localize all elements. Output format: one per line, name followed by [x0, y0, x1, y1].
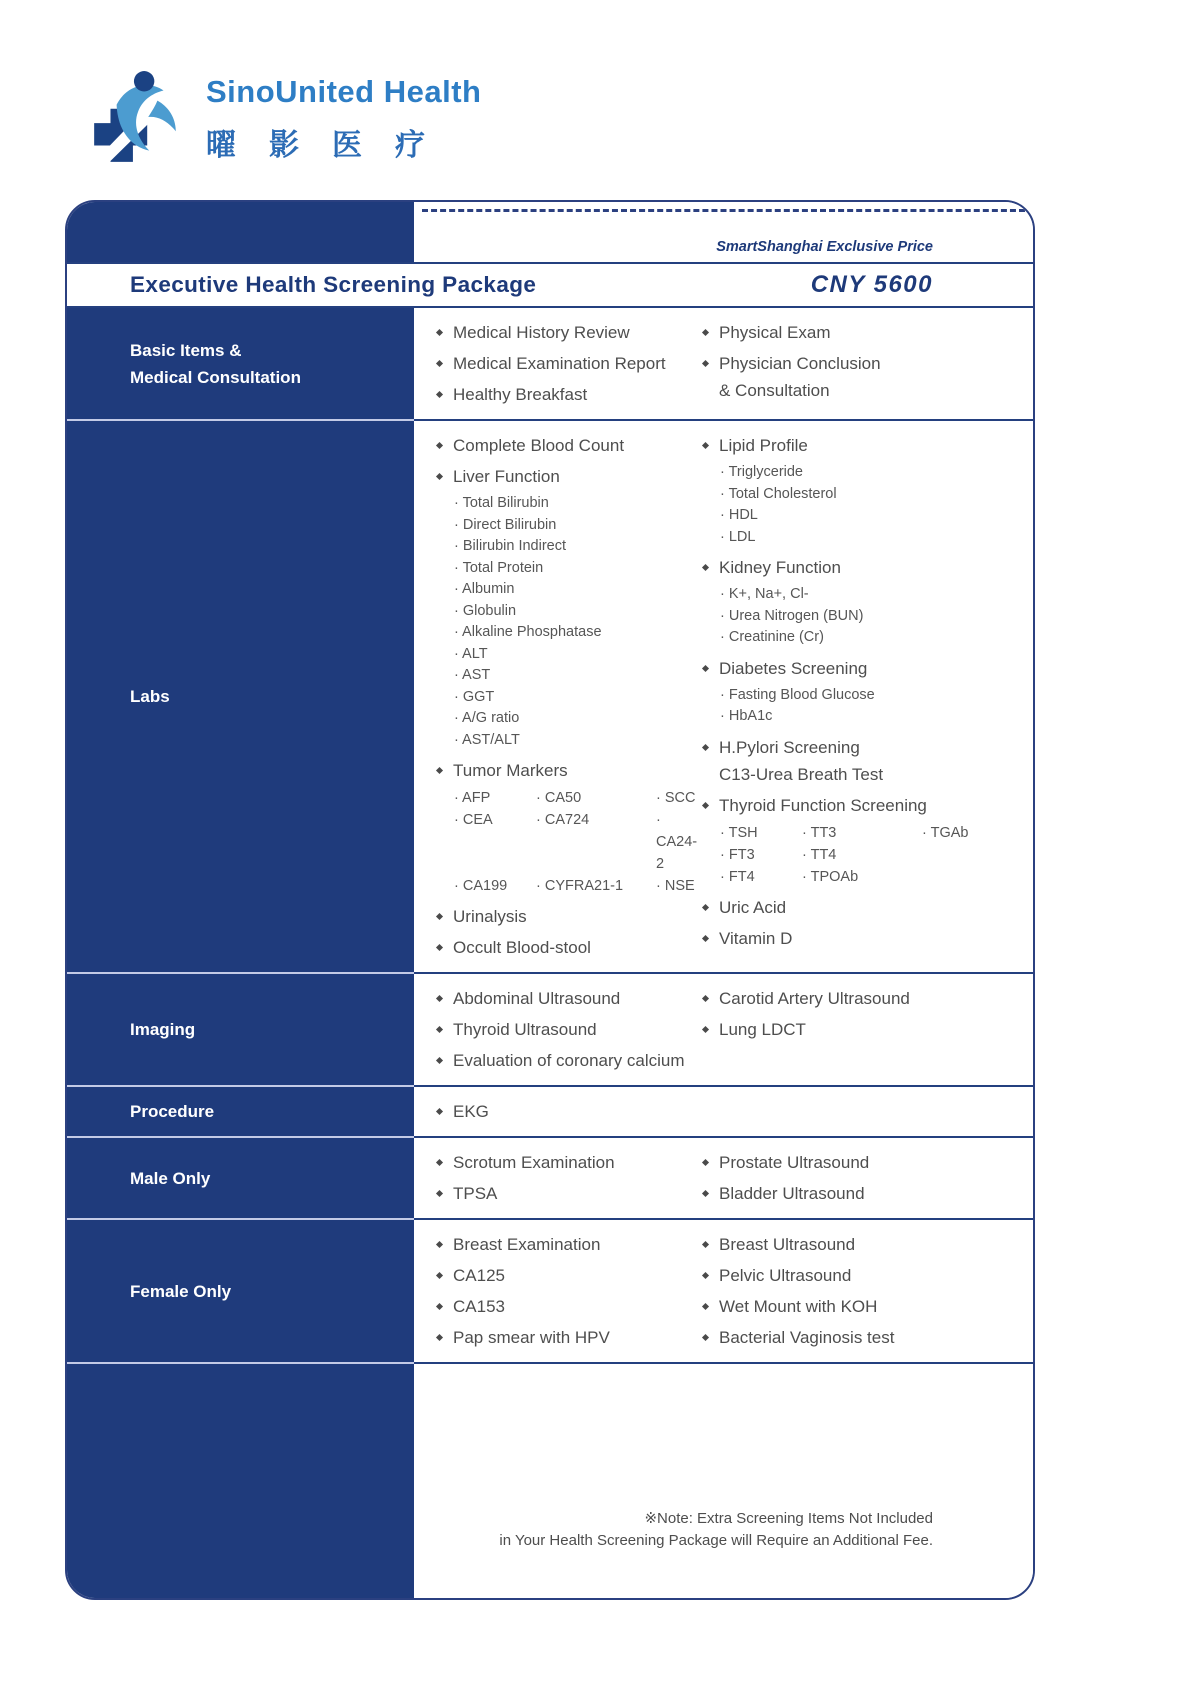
sub-item: · GGT: [454, 688, 495, 705]
items-column: [436, 979, 702, 1077]
sub-item: · K+, Na+, Cl-: [720, 586, 809, 602]
dashed-divider: [422, 209, 1025, 212]
section-label-female: [67, 1218, 414, 1362]
list-item-text: Lipid Profile: [719, 436, 808, 455]
package-price: CNY 5600: [810, 271, 933, 298]
items-column: [702, 1225, 1005, 1354]
list-item-text: CA125: [453, 1266, 505, 1285]
package-table: [65, 200, 1035, 1600]
diamond-bullet-icon: [436, 1190, 443, 1197]
diamond-bullet-icon: [702, 1026, 709, 1033]
list-item: [702, 928, 1005, 950]
diamond-bullet-icon: [702, 934, 709, 941]
section-content-female: [414, 1218, 1033, 1362]
list-item: [436, 435, 702, 457]
list-item-text: Scrotum Examination: [453, 1153, 615, 1172]
sub-item: · Bilirubin Indirect: [454, 538, 567, 554]
list-item-text: Thyroid Ultrasound: [453, 1020, 597, 1039]
diamond-bullet-icon: [702, 1159, 709, 1166]
sub-item: · Total Protein: [454, 559, 544, 576]
diamond-bullet-icon: [702, 1241, 709, 1248]
diamond-bullet-icon: [436, 995, 443, 1002]
section-content-male: [414, 1136, 1033, 1218]
footer-row: [67, 1362, 1033, 1598]
sub-item: · ALT: [454, 645, 488, 662]
list-item: [702, 322, 1005, 344]
logo-name-en: SinoUnited Health: [206, 74, 482, 109]
items-column: [702, 426, 1005, 964]
section-row-labs: [67, 419, 1033, 972]
diamond-bullet-icon: [436, 1303, 443, 1310]
items-column: [436, 1143, 702, 1210]
sub-item: · NSE: [656, 878, 695, 894]
items-column: [436, 426, 702, 964]
sub-item: · CA199: [454, 878, 508, 894]
sub-item: · HDL: [720, 507, 758, 523]
list-item: [702, 1152, 1005, 1174]
sub-item: · HbA1c: [720, 708, 773, 724]
diamond-bullet-icon: [436, 1057, 443, 1064]
diamond-bullet-icon: [436, 360, 443, 367]
sub-item: [922, 866, 1005, 888]
sub-item: · TSH: [720, 824, 758, 841]
list-item: [436, 1183, 702, 1205]
section-content-basic: [414, 308, 1033, 419]
section-label-labs: [67, 419, 414, 972]
list-item: [436, 988, 702, 1010]
list-item: [702, 1296, 1005, 1318]
sub-item: · Triglyceride: [720, 464, 803, 480]
logo-name-cn: 曜影医疗: [206, 129, 458, 162]
sub-items-list: [454, 493, 702, 751]
logo-text: [206, 68, 481, 164]
sub-item: · TT4: [802, 846, 837, 863]
section-content-labs: [414, 419, 1033, 972]
list-item-text: Carotid Artery Ultrasound: [719, 989, 910, 1008]
diamond-bullet-icon: [436, 1108, 443, 1115]
list-item: [702, 1265, 1005, 1287]
diamond-bullet-icon: [436, 1334, 443, 1341]
list-item: [436, 1234, 702, 1256]
list-item-text: Breast Ultrasound: [719, 1235, 856, 1254]
list-item: [436, 1265, 702, 1287]
exclusive-price-label: SmartShanghai Exclusive Price: [716, 239, 933, 255]
diamond-bullet-icon: [436, 1159, 443, 1166]
sub-item: · LDL: [720, 528, 756, 545]
list-item: [702, 737, 1005, 759]
list-item-text: Healthy Breakfast: [453, 385, 588, 404]
diamond-bullet-icon: [702, 1303, 709, 1310]
list-item-text: Uric Acid: [719, 897, 787, 917]
list-item-text: Evaluation of coronary calcium: [453, 1051, 685, 1070]
section-label-text: Imaging: [130, 1020, 196, 1039]
list-item-text: Complete Blood Count: [453, 436, 625, 455]
items-column: [436, 313, 702, 411]
sub-item: · A/G ratio: [454, 710, 520, 726]
list-item-text: Prostate Ultrasound: [719, 1153, 870, 1172]
sub-items-grid: [720, 822, 1005, 888]
diamond-bullet-icon: [702, 743, 709, 750]
list-item: [702, 897, 1005, 919]
sub-item: · CA724: [536, 812, 590, 828]
sub-item: · TPOAb: [802, 868, 859, 885]
sub-item: · FT3: [720, 846, 755, 863]
diamond-bullet-icon: [436, 1272, 443, 1279]
section-row-imaging: [67, 972, 1033, 1085]
diamond-bullet-icon: [436, 1026, 443, 1033]
sub-item: · FT4: [720, 868, 755, 885]
diamond-bullet-icon: [702, 1334, 709, 1341]
section-content-imaging: [414, 972, 1033, 1085]
list-item-text: Urinalysis: [453, 907, 527, 926]
title-row: [67, 262, 1033, 308]
diamond-bullet-icon: [436, 913, 443, 920]
list-item-text: Abdominal Ultrasound: [453, 989, 621, 1008]
list-item-text: Occult Blood-stool: [453, 938, 591, 957]
list-item: [702, 353, 1005, 375]
section-label-male: [67, 1136, 414, 1218]
list-item: [702, 988, 1005, 1010]
section-label-text: Male Only: [130, 1168, 211, 1188]
items-column: [702, 1092, 1005, 1128]
footer-note: [499, 1508, 933, 1552]
list-item-text: CA153: [453, 1297, 505, 1316]
section-row-male: [67, 1136, 1033, 1218]
note-line-2: in Your Health Screening Package will Require an Additional Fee.: [499, 1532, 933, 1549]
footer-sidebar-block: [67, 1362, 414, 1598]
sub-item: · Albumin: [454, 581, 515, 597]
list-item-text: Pap smear with HPV: [453, 1328, 610, 1347]
sub-items-list: [720, 462, 1005, 548]
list-item-continuation: C13-Urea Breath Test: [719, 764, 884, 784]
list-item-continuation: & Consultation: [719, 381, 830, 400]
section-label-procedure: [67, 1085, 414, 1136]
section-label-text: Female Only: [130, 1281, 232, 1301]
diamond-bullet-icon: [436, 767, 443, 774]
sub-item: · Urea Nitrogen (BUN): [720, 607, 864, 624]
sub-item: · Fasting Blood Glucose: [720, 686, 875, 703]
list-item-text: Bladder Ultrasound: [719, 1184, 865, 1203]
section-label-text: Basic Items &: [130, 340, 242, 360]
list-item: [702, 1019, 1005, 1041]
package-title: Executive Health Screening Package: [130, 272, 537, 297]
section-label-text: Labs: [130, 687, 170, 706]
list-item-text: Medical Examination Report: [453, 354, 666, 373]
diamond-bullet-icon: [436, 944, 443, 951]
list-item: [436, 353, 702, 375]
items-column: [702, 1143, 1005, 1210]
list-item: [702, 1234, 1005, 1256]
note-line-1: ※Note: Extra Screening Items Not Included: [644, 1510, 933, 1527]
diamond-bullet-icon: [702, 329, 709, 336]
diamond-bullet-icon: [436, 442, 443, 449]
list-item: [436, 1019, 702, 1041]
items-column: [702, 979, 1005, 1077]
list-item: [436, 466, 702, 488]
diamond-bullet-icon: [702, 442, 709, 449]
list-item: [436, 1327, 702, 1349]
list-item-text: Breast Examination: [453, 1235, 601, 1254]
list-item-text: Bacterial Vaginosis test: [719, 1328, 895, 1347]
diamond-bullet-icon: [436, 329, 443, 336]
sub-item: · AFP: [454, 790, 491, 806]
list-item: [436, 760, 702, 782]
list-item-text: Diabetes Screening: [719, 658, 868, 678]
list-item-text: Physical Exam: [719, 323, 831, 342]
diamond-bullet-icon: [436, 1241, 443, 1248]
diamond-bullet-icon: [702, 1190, 709, 1197]
section-row-female: [67, 1218, 1033, 1362]
list-item-text: Liver Function: [453, 467, 560, 486]
sections-container: [67, 308, 1033, 1362]
sub-items-list: [720, 584, 1005, 649]
sub-item: · TT3: [802, 824, 837, 841]
list-item: [436, 1050, 702, 1072]
list-item: [702, 1327, 1005, 1349]
list-item: [436, 1152, 702, 1174]
sub-item: · SCC: [656, 790, 696, 806]
sub-items-grid: [454, 787, 702, 897]
section-content-procedure: [414, 1085, 1033, 1136]
section-label-text: Procedure: [130, 1102, 215, 1121]
list-item: [436, 937, 702, 959]
sub-item: · Total Bilirubin: [454, 495, 549, 511]
list-item-text: Physician Conclusion: [719, 354, 881, 373]
list-item-text: Wet Mount with KOH: [719, 1297, 878, 1316]
sub-item: [922, 844, 1005, 866]
sub-item: · CA50: [536, 790, 582, 806]
sub-items-list: [720, 685, 1005, 728]
list-item-text: Tumor Markers: [453, 761, 568, 780]
diamond-bullet-icon: [702, 360, 709, 367]
sub-item: · CA24-2: [656, 812, 698, 872]
list-item: [702, 658, 1005, 680]
items-column: [436, 1225, 702, 1354]
footer-content: [414, 1362, 1033, 1598]
list-item-text: Lung LDCT: [719, 1020, 806, 1039]
list-item-text: Medical History Review: [453, 323, 630, 342]
list-item: [436, 322, 702, 344]
sub-item: · Alkaline Phosphatase: [454, 624, 602, 640]
diamond-bullet-icon: [702, 903, 709, 910]
diamond-bullet-icon: [702, 995, 709, 1002]
sub-item: · Globulin: [454, 602, 517, 619]
logo: [86, 68, 481, 170]
list-item: [436, 1101, 702, 1123]
sub-item: · Direct Bilirubin: [454, 516, 557, 533]
list-item-text: TPSA: [453, 1184, 498, 1203]
section-label-imaging: [67, 972, 414, 1085]
list-item-text: H.Pylori Screening: [719, 737, 860, 757]
section-row-basic: [67, 308, 1033, 419]
list-item: [436, 1296, 702, 1318]
sub-item: · CYFRA21-1: [536, 878, 624, 894]
sub-item: · AST/ALT: [454, 731, 520, 748]
sinounited-cross-figure-icon: [86, 68, 188, 170]
list-item: [702, 435, 1005, 457]
diamond-bullet-icon: [436, 473, 443, 480]
items-column: [436, 1092, 702, 1128]
diamond-bullet-icon: [436, 391, 443, 398]
sub-item: · Creatinine (Cr): [720, 629, 824, 645]
header-sidebar-block: [67, 202, 414, 262]
list-item: [702, 795, 1005, 817]
list-item: [436, 384, 702, 406]
items-column: [702, 313, 1005, 411]
list-item: [436, 906, 702, 928]
list-item-text: EKG: [453, 1102, 489, 1121]
list-item-text: Thyroid Function Screening: [719, 795, 927, 815]
diamond-bullet-icon: [702, 801, 709, 808]
list-item-text: Vitamin D: [719, 928, 793, 948]
section-label-text: Medical Consultation: [130, 367, 301, 387]
sub-item: · CEA: [454, 812, 493, 828]
section-label-basic: [67, 308, 414, 419]
header-right: [414, 202, 1033, 262]
list-item-text: Pelvic Ultrasound: [719, 1266, 852, 1285]
sub-item: · TGAb: [922, 824, 969, 841]
sub-item: · Total Cholesterol: [720, 485, 837, 502]
header-row: [67, 202, 1033, 262]
diamond-bullet-icon: [702, 1272, 709, 1279]
list-item: [702, 557, 1005, 579]
section-row-procedure: [67, 1085, 1033, 1136]
diamond-bullet-icon: [702, 664, 709, 671]
diamond-bullet-icon: [702, 564, 709, 571]
list-item-text: Kidney Function: [719, 558, 841, 577]
list-item: [702, 1183, 1005, 1205]
sub-item: · AST: [454, 667, 491, 683]
